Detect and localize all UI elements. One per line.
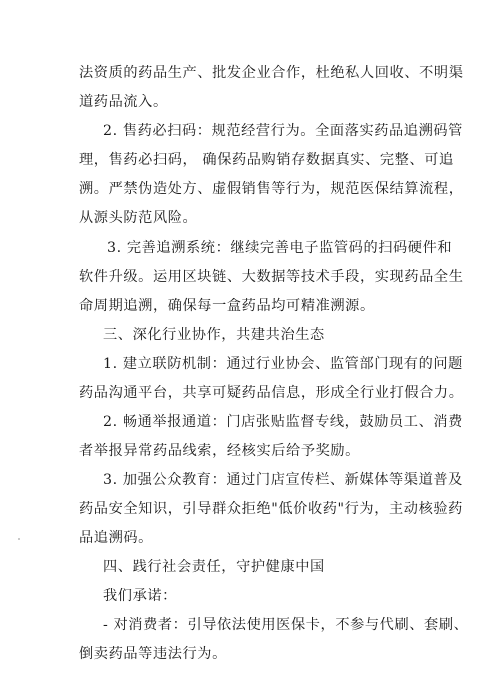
text-line: 理，售药必扫码， 确保药品购销存数据真实、完整、可追	[79, 152, 454, 168]
text-line: 溯。严禁伪造处方、虚假销售等行为，规范医保结算流程，	[79, 181, 464, 197]
text-line: 药品沟通平台，共享可疑药品信息，形成全行业打假合力。	[79, 385, 464, 401]
scan-speck	[18, 538, 20, 540]
text-line: 2. 售药必扫码：规范经营行为。全面落实药品追溯码管	[103, 123, 463, 139]
text-line: 品追溯码。	[79, 530, 153, 546]
text-line: 倒卖药品等违法行为。	[79, 646, 227, 662]
text-line: 法资质的药品生产、批发企业合作，杜绝私人回收、不明渠	[79, 65, 464, 81]
text-line: 2. 畅通举报通道：门店张贴监督专线，鼓励员工、消费	[103, 414, 463, 430]
text-line: 命周期追溯，确保每一盒药品均可精准溯源。	[79, 298, 375, 314]
section-heading: 三、深化行业协作，共建共治生态	[103, 327, 325, 343]
section-heading: 四、践行社会责任，守护健康中国	[103, 559, 325, 575]
text-line: 我们承诺：	[103, 588, 177, 604]
text-line: 药品安全知识，引导群众拒绝"低价收药"行为，主动核验药	[79, 501, 463, 517]
text-line: 从源头防范风险。	[79, 210, 198, 226]
text-line: - 对消费者：引导依法使用医保卡，不参与代刷、套刷、	[103, 617, 469, 633]
text-line: 者举报异常药品线索，经核实后给予奖励。	[79, 443, 360, 459]
text-line: 1. 建立联防机制：通过行业协会、监管部门现有的问题	[103, 356, 463, 372]
text-line: 软件升级。运用区块链、大数据等技术手段，实现药品全生	[79, 269, 464, 285]
text-line: 3. 加强公众教育：通过门店宣传栏、新媒体等渠道普及	[103, 472, 463, 488]
text-line: 3. 完善追溯系统：继续完善电子监管码的扫码硬件和	[107, 240, 453, 256]
text-line: 道药品流入。	[79, 94, 168, 110]
